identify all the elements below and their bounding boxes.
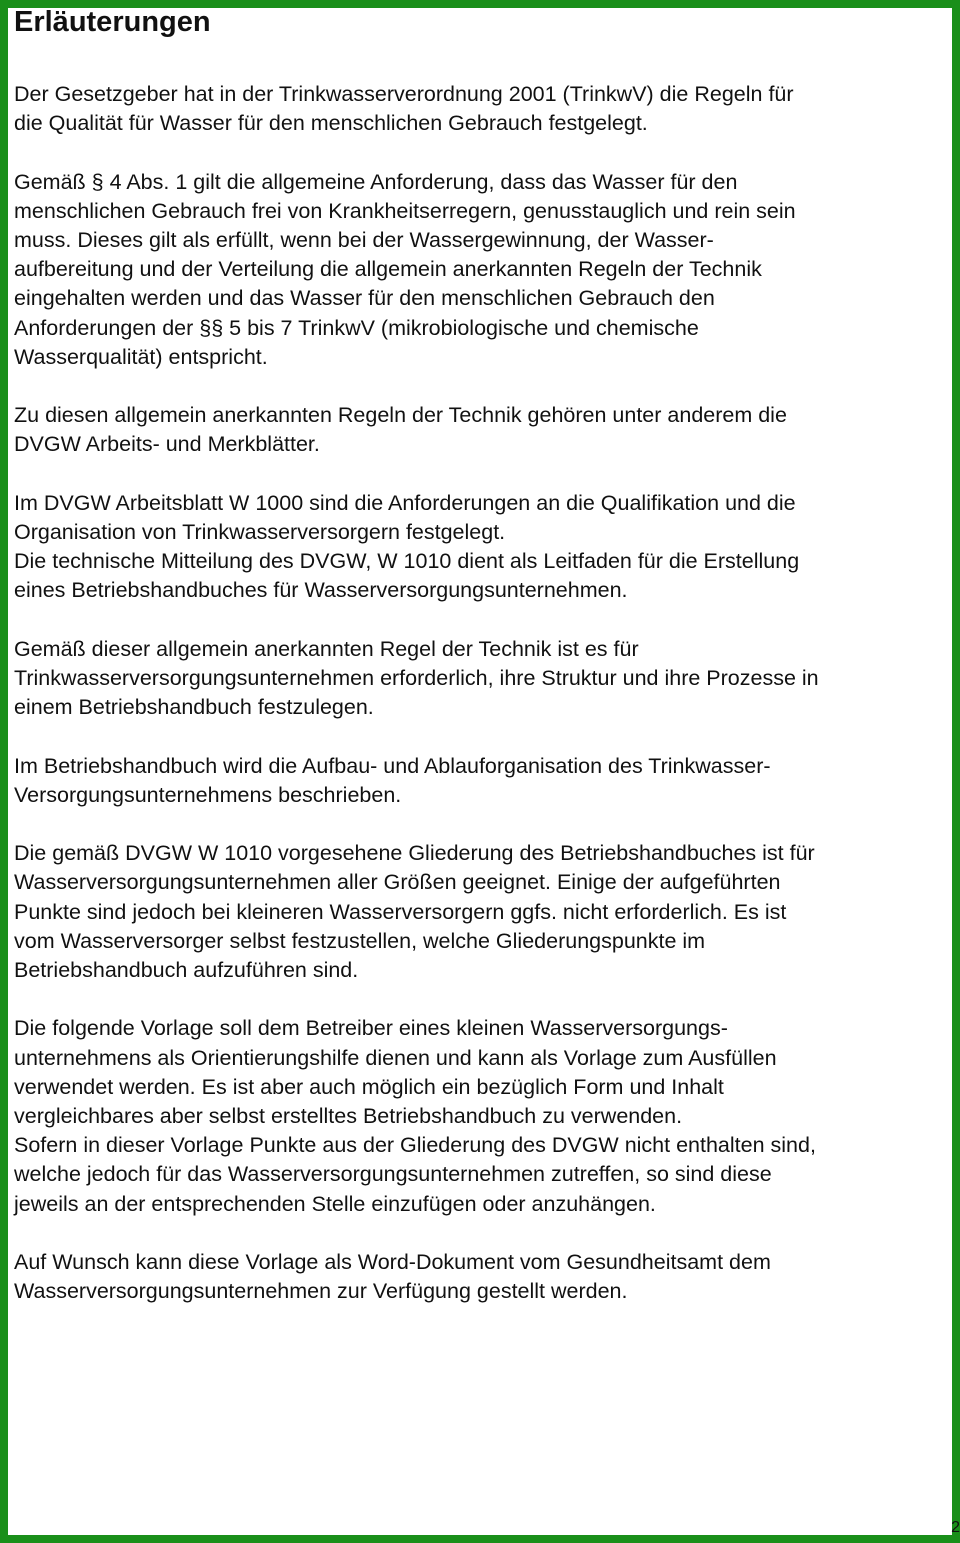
text-line: Die gemäß DVGW W 1010 vorgesehene Gliederung des Betriebshandbuches ist für xyxy=(14,841,815,866)
paragraph-technical-rules xyxy=(14,401,959,459)
text-line: Die technische Mitteilung des DVGW, W 1010 dient als Leitfaden für die Erstellung xyxy=(14,549,800,574)
text-line: Wasserversorgungsunternehmen zur Verfügung gestellt werden. xyxy=(14,1279,628,1304)
document-body xyxy=(14,80,959,1336)
text-line: Gemäß § 4 Abs. 1 gilt die allgemeine Anforderung, dass das Wasser für den xyxy=(14,169,738,194)
text-line: welche jedoch für das Wasserversorgungsunternehmen zutreffen, so sind diese xyxy=(14,1162,772,1187)
page-number: 2 xyxy=(951,1519,960,1536)
text-line: verwendet werden. Es ist aber auch möglich ein bezüglich Form und Inhalt xyxy=(14,1074,724,1099)
paragraph-word-document xyxy=(14,1248,959,1306)
paragraph-w1010 xyxy=(14,547,959,605)
text-line: Auf Wunsch kann diese Vorlage als Word-Dokument vom Gesundheitsamt dem xyxy=(14,1250,771,1274)
text-line: einem Betriebshandbuch festzulegen. xyxy=(14,695,374,720)
text-line: menschlichen Gebrauch frei von Krankheitserregern, genusstauglich und rein sein xyxy=(14,198,796,223)
text-line: Organisation von Trinkwasserversorgern festgelegt. xyxy=(14,520,506,544)
text-line: eingehalten werden und das Wasser für den menschlichen Gebrauch den xyxy=(14,286,715,311)
page-title: Erläuterungen xyxy=(14,6,211,38)
paragraph-structure xyxy=(14,635,959,723)
text-line: vom Wasserversorger selbst festzustellen, welche Gliederungspunkte im xyxy=(14,928,706,953)
text-line: Trinkwasserversorgungsunternehmen erforderlich, ihre Struktur und ihre Prozesse in xyxy=(14,666,819,690)
paragraph-handbook xyxy=(14,752,959,810)
text-line: vergleichbares aber selbst erstelltes Betriebshandbuch zu verwenden. xyxy=(14,1104,683,1128)
paragraph-missing-points xyxy=(14,1131,959,1219)
paragraph-template xyxy=(14,1014,959,1131)
text-line: Sofern in dieser Vorlage Punkte aus der Gliederung des DVGW nicht enthalten sind, xyxy=(14,1133,816,1158)
text-line: aufbereitung und der Verteilung die allgemein anerkannten Regeln der Technik xyxy=(14,257,762,282)
text-line: Versorgungsunternehmens beschrieben. xyxy=(14,782,402,807)
paragraph-requirements xyxy=(14,168,959,372)
text-line: Anforderungen der §§ 5 bis 7 TrinkwV (mikrobiologische und chemische xyxy=(14,315,699,340)
text-line: Im DVGW Arbeitsblatt W 1000 sind die Anforderungen an die Qualifikation und die xyxy=(14,490,796,515)
text-line: Betriebshandbuch aufzuführen sind. xyxy=(14,958,359,982)
text-line: muss. Dieses gilt als erfüllt, wenn bei der Wassergewinnung, der Wasser- xyxy=(14,228,714,252)
text-line: die Qualität für Wasser für den menschlichen Gebrauch festgelegt. xyxy=(14,111,648,136)
text-line: DVGW Arbeits- und Merkblätter. xyxy=(14,432,320,457)
text-line: Zu diesen allgemein anerkannten Regeln der Technik gehören unter anderem die xyxy=(14,403,787,428)
text-line: jeweils an der entsprechenden Stelle einzufügen oder anzuhängen. xyxy=(14,1191,656,1216)
paragraph-w1000 xyxy=(14,489,959,547)
text-line: eines Betriebshandbuches für Wasserversorgungsunternehmen. xyxy=(14,578,628,603)
text-line: Punkte sind jedoch bei kleineren Wasserversorgern ggfs. nicht erforderlich. Es ist xyxy=(14,899,787,924)
text-line: Im Betriebshandbuch wird die Aufbau- und Ablauforganisation des Trinkwasser- xyxy=(14,753,771,778)
text-line: unternehmens als Orientierungshilfe dienen und kann als Vorlage zum Ausfüllen xyxy=(14,1045,777,1070)
text-line: Der Gesetzgeber hat in der Trinkwasserverordnung 2001 (TrinkwV) die Regeln für xyxy=(14,82,794,106)
text-line: Gemäß dieser allgemein anerkannten Regel der Technik ist es für xyxy=(14,636,639,661)
paragraph-legal-basis xyxy=(14,80,959,138)
paragraph-outline xyxy=(14,839,959,985)
text-line: Wasserversorgungsunternehmen aller Größen geeignet. Einige der aufgeführten xyxy=(14,870,781,895)
text-line: Wasserqualität) entspricht. xyxy=(14,344,268,369)
text-line: Die folgende Vorlage soll dem Betreiber eines kleinen Wasserversorgungs- xyxy=(14,1016,728,1041)
